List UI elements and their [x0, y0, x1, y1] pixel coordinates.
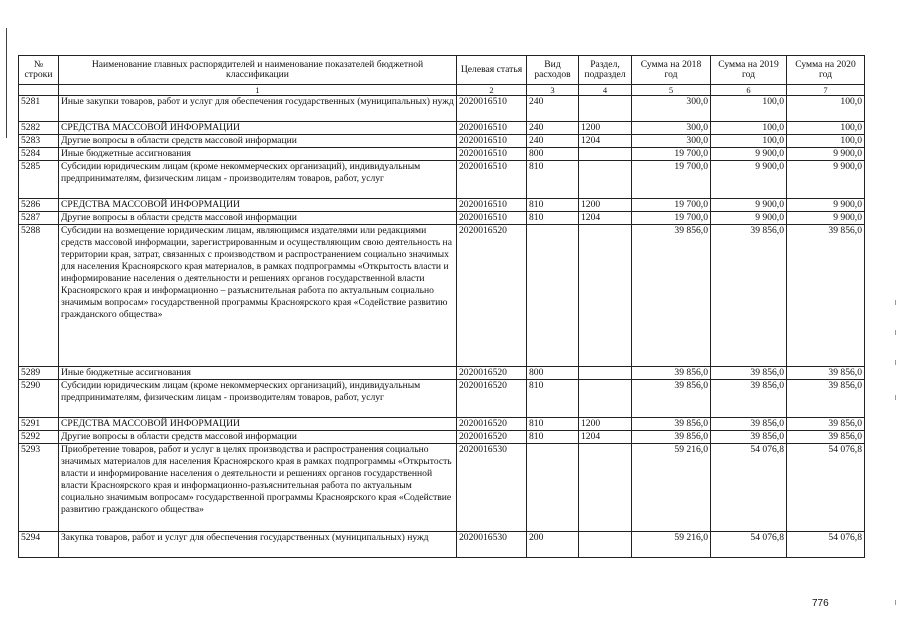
sum-2019: 39 856,0 [711, 418, 787, 431]
target-article: 2020016520 [457, 418, 527, 431]
table-row [19, 380, 865, 418]
table-row [19, 444, 865, 532]
indicator-name: СРЕДСТВА МАССОВОЙ ИНФОРМАЦИИ [59, 418, 457, 431]
table-row [19, 96, 865, 122]
sum-2018: 59 216,0 [632, 532, 711, 558]
column-number: 3 [527, 85, 579, 96]
sum-2018: 39 856,0 [632, 380, 711, 418]
header-name: Наименование главных распорядителей и наименование показателей бюджетной классификации [59, 56, 457, 85]
budget-table [18, 55, 865, 558]
indicator-name: СРЕДСТВА МАССОВОЙ ИНФОРМАЦИИ [59, 199, 457, 212]
expense-kind: 810 [527, 161, 579, 199]
sum-2018: 59 216,0 [632, 444, 711, 532]
table-row [19, 418, 865, 431]
section-code: 1200 [579, 199, 632, 212]
indicator-name: Другие вопросы в области средств массовой информации [59, 135, 457, 148]
column-number: 7 [787, 85, 865, 96]
table-row [19, 532, 865, 558]
table-body [19, 96, 865, 558]
column-number: 5 [632, 85, 711, 96]
target-article: 2020016530 [457, 532, 527, 558]
row-number: 5289 [19, 367, 59, 380]
sum-2020: 39 856,0 [787, 418, 865, 431]
sum-2018: 19 700,0 [632, 148, 711, 161]
sum-2018: 300,0 [632, 122, 711, 135]
page-number: 776 [812, 598, 829, 609]
column-number-row [19, 85, 865, 96]
section-code [579, 444, 632, 532]
expense-kind: 810 [527, 212, 579, 225]
table-row [19, 161, 865, 199]
margin-mark [895, 360, 896, 365]
margin-mark [895, 330, 896, 335]
row-number: 5290 [19, 380, 59, 418]
target-article: 2020016510 [457, 122, 527, 135]
margin-mark [895, 395, 896, 400]
expense-kind: 800 [527, 148, 579, 161]
target-article: 2020016510 [457, 135, 527, 148]
expense-kind: 200 [527, 532, 579, 558]
header-kind: Вид расходов [527, 56, 579, 85]
expense-kind [527, 444, 579, 532]
row-number: 5292 [19, 431, 59, 444]
column-number: 1 [59, 85, 457, 96]
row-number: 5291 [19, 418, 59, 431]
header-row [19, 56, 865, 85]
page-edge-line [6, 28, 7, 138]
sum-2019: 54 076,8 [711, 444, 787, 532]
sum-2020: 100,0 [787, 122, 865, 135]
sum-2018: 39 856,0 [632, 367, 711, 380]
section-code [579, 161, 632, 199]
sum-2020: 9 900,0 [787, 212, 865, 225]
sum-2019: 54 076,8 [711, 532, 787, 558]
table-row [19, 367, 865, 380]
header-section: Раздел, подраздел [579, 56, 632, 85]
sum-2019: 100,0 [711, 122, 787, 135]
margin-mark [895, 300, 896, 305]
header-sum-2020: Сумма на 2020 год [787, 56, 865, 85]
section-code: 1204 [579, 212, 632, 225]
section-code: 1200 [579, 418, 632, 431]
sum-2018: 39 856,0 [632, 225, 711, 367]
indicator-name: Субсидии на возмещение юридическим лицам, являющимся издателями или редакциями средств массовой информации, зарегистрированным и осуществляющим свою деятельность на территории края, затрат, связанных с производством и распространением социально значимых для населения Красноярского края материалов, в рамках подпрограммы «Открытость власти и информирование населения о деятельности и решениях органов государственной власти Красноярского края и информационно – разъяснительная работа по актуальным социально значимым вопросам» государственной программы Красноярского края «Содействие развитию гражданского общества» [59, 225, 457, 367]
sum-2020: 54 076,8 [787, 532, 865, 558]
sum-2020: 100,0 [787, 96, 865, 122]
sum-2020: 39 856,0 [787, 431, 865, 444]
section-code [579, 148, 632, 161]
row-number: 5281 [19, 96, 59, 122]
section-code: 1204 [579, 135, 632, 148]
column-number-empty [19, 85, 59, 96]
sum-2019: 9 900,0 [711, 161, 787, 199]
sum-2018: 39 856,0 [632, 418, 711, 431]
section-code [579, 96, 632, 122]
target-article: 2020016520 [457, 431, 527, 444]
column-number: 2 [457, 85, 527, 96]
table-row [19, 212, 865, 225]
row-number: 5282 [19, 122, 59, 135]
sum-2019: 9 900,0 [711, 199, 787, 212]
sum-2019: 39 856,0 [711, 367, 787, 380]
sum-2020: 9 900,0 [787, 199, 865, 212]
sum-2019: 39 856,0 [711, 380, 787, 418]
sum-2019: 100,0 [711, 135, 787, 148]
section-code: 1204 [579, 431, 632, 444]
sum-2018: 300,0 [632, 96, 711, 122]
section-code [579, 225, 632, 367]
target-article: 2020016510 [457, 96, 527, 122]
target-article: 2020016510 [457, 148, 527, 161]
header-target: Целевая статья [457, 56, 527, 85]
indicator-name: Другие вопросы в области средств массовой информации [59, 212, 457, 225]
expense-kind: 240 [527, 96, 579, 122]
indicator-name: Иные бюджетные ассигнования [59, 367, 457, 380]
indicator-name: Закупка товаров, работ и услуг для обеспечения государственных (муниципальных) нужд [59, 532, 457, 558]
sum-2019: 9 900,0 [711, 212, 787, 225]
indicator-name: Иные закупки товаров, работ и услуг для обеспечения государственных (муниципальных) нужд [59, 96, 457, 122]
indicator-name: Субсидии юридическим лицам (кроме некоммерческих организаций), индивидуальным предпринимателям, физическим лицам - производителям товаров, работ, услуг [59, 380, 457, 418]
row-number: 5294 [19, 532, 59, 558]
section-code [579, 367, 632, 380]
indicator-name: Иные бюджетные ассигнования [59, 148, 457, 161]
sum-2020: 39 856,0 [787, 380, 865, 418]
target-article: 2020016520 [457, 380, 527, 418]
sum-2020: 39 856,0 [787, 225, 865, 367]
expense-kind: 810 [527, 380, 579, 418]
column-number: 6 [711, 85, 787, 96]
expense-kind: 240 [527, 135, 579, 148]
indicator-name: Приобретение товаров, работ и услуг в целях производства и распространения социально значимых материалов для населения Красноярского края в рамках подпрограммы «Открытость власти и информирование населения о деятельности и решениях органов государственной власти Красноярского края и информационно-разъяснительная работа по актуальным социально значимым вопросам» государственной программы Красноярского края «Содействие развитию гражданского общества» [59, 444, 457, 532]
table-row [19, 431, 865, 444]
row-number: 5283 [19, 135, 59, 148]
sum-2019: 100,0 [711, 96, 787, 122]
table-row [19, 122, 865, 135]
row-number: 5287 [19, 212, 59, 225]
expense-kind: 800 [527, 367, 579, 380]
table-row [19, 199, 865, 212]
table-row [19, 225, 865, 367]
target-article: 2020016510 [457, 212, 527, 225]
expense-kind [527, 225, 579, 367]
target-article: 2020016510 [457, 199, 527, 212]
margin-mark [895, 600, 896, 605]
expense-kind: 810 [527, 199, 579, 212]
indicator-name: СРЕДСТВА МАССОВОЙ ИНФОРМАЦИИ [59, 122, 457, 135]
table-row [19, 148, 865, 161]
sum-2020: 9 900,0 [787, 161, 865, 199]
row-number: 5284 [19, 148, 59, 161]
header-row-no: № строки [19, 56, 59, 85]
indicator-name: Другие вопросы в области средств массовой информации [59, 431, 457, 444]
header-sum-2019: Сумма на 2019 год [711, 56, 787, 85]
sum-2020: 54 076,8 [787, 444, 865, 532]
section-code: 1200 [579, 122, 632, 135]
sum-2020: 100,0 [787, 135, 865, 148]
sum-2018: 19 700,0 [632, 161, 711, 199]
target-article: 2020016510 [457, 161, 527, 199]
sum-2019: 9 900,0 [711, 148, 787, 161]
row-number: 5285 [19, 161, 59, 199]
row-number: 5286 [19, 199, 59, 212]
expense-kind: 240 [527, 122, 579, 135]
sum-2018: 19 700,0 [632, 199, 711, 212]
table-row [19, 135, 865, 148]
sum-2020: 39 856,0 [787, 367, 865, 380]
sum-2018: 19 700,0 [632, 212, 711, 225]
target-article: 2020016520 [457, 367, 527, 380]
column-number: 4 [579, 85, 632, 96]
row-number: 5288 [19, 225, 59, 367]
indicator-name: Субсидии юридическим лицам (кроме некоммерческих организаций), индивидуальным предпринимателям, физическим лицам - производителям товаров, работ, услуг [59, 161, 457, 199]
sum-2019: 39 856,0 [711, 225, 787, 367]
sum-2019: 39 856,0 [711, 431, 787, 444]
sum-2020: 9 900,0 [787, 148, 865, 161]
sum-2018: 39 856,0 [632, 431, 711, 444]
section-code [579, 380, 632, 418]
section-code [579, 532, 632, 558]
target-article: 2020016530 [457, 444, 527, 532]
sum-2018: 300,0 [632, 135, 711, 148]
expense-kind: 810 [527, 418, 579, 431]
row-number: 5293 [19, 444, 59, 532]
header-sum-2018: Сумма на 2018 год [632, 56, 711, 85]
target-article: 2020016520 [457, 225, 527, 367]
expense-kind: 810 [527, 431, 579, 444]
